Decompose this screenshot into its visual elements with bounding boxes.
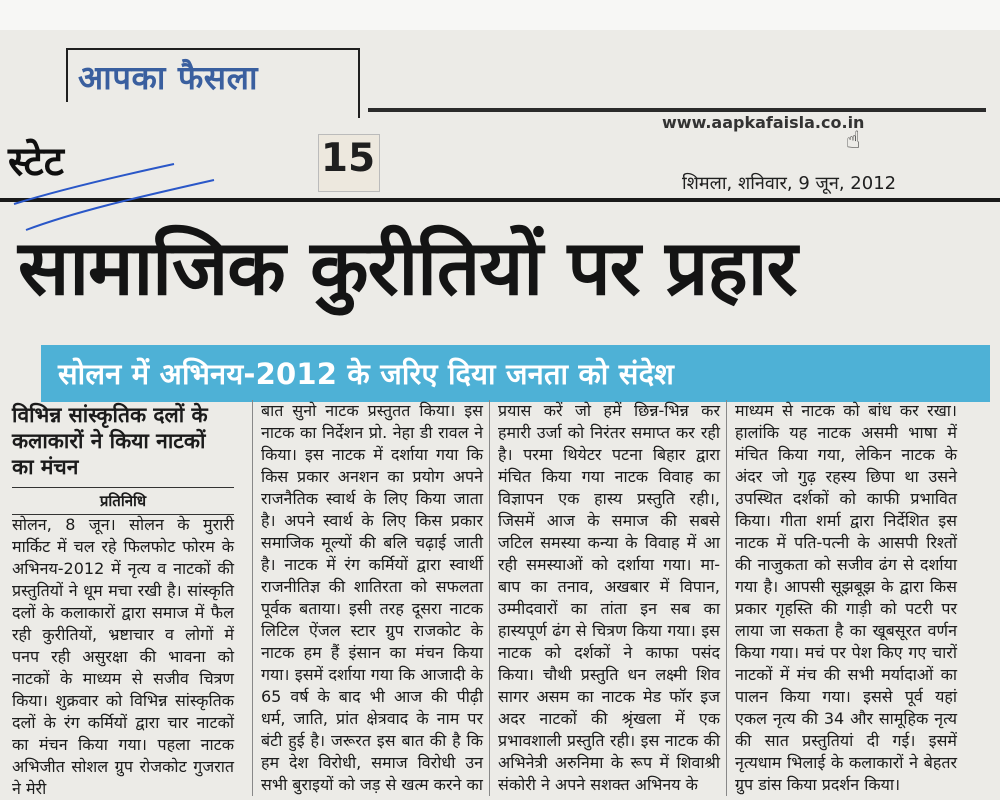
website-link[interactable]: www.aapkafaisla.co.in (662, 113, 865, 132)
intro-deck: विभिन्न सांस्कृतिक दलों के कलाकारों ने किया नाटकों का मंचन (12, 403, 208, 479)
column-text: प्रयास करें जो हमें छिन्न-भिन्न कर हमारी उर्जा को निरंतर समाप्त कर रही है। परमा थियेटर पटना बिहार द्वारा मंचित किया गया नाटक विवाह का विज्ञापन एक हास्य प्रस्तुति रही।, जिसमें आज के समाज की सबसे जटिल समस्या कन्या के विवाह में आ रही समस्याओं को दर्शाया गया। मा-बाप का तनाव, अखबार में विपान, उम्मीदवारों का तांता इन सब का हास्यपूर्ण ढंग से चित्रण किया गया। इस नाटक को दर्शकों ने काफा पसंद किया। चौथी प्रस्तुति धन लक्ष्मी शिव सागर असम का नाटक मेड फॉर इज अदर नाटकों की श्रृंखला में एक प्रभावशाली प्रस्तुति रही। इस नाटक की अभिनेत्री अरुनिमा के रूप में शिवाश्री संकोरी ने अपने सशक्त अभिनय के (498, 401, 720, 794)
brand-title: आपका फैसला (78, 58, 259, 97)
headline: सामाजिक कुरीतियों पर प्रहार (18, 223, 797, 312)
page-number: 15 (320, 136, 376, 181)
article-column-2 (252, 400, 483, 796)
column-text: बात सुनो नाटक प्रस्तुतत किया। इस नाटक का निर्देशन प्रो. नेहा डी रावल ने किया। इस नाटक में दर्शाया गया कि किस प्रकार अनशन का प्रयोग अपने राजनैतिक स्वार्थ के लिए किया जाता है। अपने स्वार्थ के लिए किस प्रकार समाजिक मूल्यों की बलि चढ़ाई जाती है। नाटक में रंग कर्मियों द्वारा स्वार्थी राजनीतिज्ञ की शातिरता को सफलता पूर्वक बताया। इसी तरह दूसरा नाटक लिटिल ऐंजल स्टार ग्रुप राजकोट के नाटक हम हैं इंसान का मंचन किया गया। इसमें दर्शाया गया कि आजादी के 65 वर्ष के बाद भी आज की पीढ़ी धर्म, जाति, प्रांत क्षेत्रवाद के नाम पर बंटी हुई है। जरूरत इस बात की है कि हम देश विरोधी, समाज विरोधी उन सभी बुराइयों को जड़ से खत्म करने का (261, 401, 483, 794)
dateline: शिमला, शनिवार, 9 जून, 2012 (682, 173, 897, 194)
masthead-rule (368, 108, 986, 112)
article-column-1 (12, 514, 234, 800)
hand-pointer-icon: ☝ (846, 126, 861, 154)
article-column-4 (726, 400, 957, 796)
byline: प्रतिनिधि (12, 487, 234, 515)
pen-scribble (4, 152, 304, 242)
column-text: सोलन, 8 जून। सोलन के मुरारी मार्किट में चल रहे फिलफोट फोरम के अभिनय-2012 में नृत्य व नाटकों की प्रस्तुतियों ने धूम मचा रखी है। सांस्कृति दलों के कलाकारों द्वारा समाज में फैल रही कुरीतियों, भ्रष्टाचार व लोगों में पनप रही असुरक्षा की भावना को नाटकों के माध्यम से सजीव चित्रण किया। शुक्रवार को विभिन्न सांस्कृतिक दलों के रंग कर्मियों द्वारा चार नाटकों का मंचन किया गया। पहला नाटक अभिजीत सोशल ग्रुप रोजकोट गुजरात ने मेरी (12, 515, 234, 798)
scan-edge (0, 0, 1000, 30)
column-text: माध्यम से नाटक को बांध कर रखा। हालांकि यह नाटक असमी भाषा में मंचित किया गया, लेकिन नाटक के अंदर जो गुढ़ रहस्य छिपा था उसने उपस्थित दर्शकों को काफी प्रभावित किया। गीता शर्मा द्वारा निर्देशित इस नाटक में पति-पत्नी के आसपी रिश्तों की नाजुकता को सजीव ढंग से दर्शाया गया है। आपसी सूझबूझ के द्वारा किस प्रकार गृहस्ति की गाड़ी को पटरी पर लाया जा सकता है का खूबसूरत वर्णन किया गया। मचं पर पेश किए गए चारों नाटकों में मंच की सभी मर्यादाओं का पालन किया गया। इससे पूर्व यहां एकल नृत्य की 34 और सामूहिक नृत्य की सात प्रस्तुतियां दी गई। इसमें नृत्यधाम भिलाई के कलाकारों ने बेहतर ग्रुप डांस किया प्रदर्शन किया। (735, 401, 957, 794)
subheadline: सोलन में अभिनय-2012 के जरिए दिया जनता को संदेश (58, 357, 675, 391)
section-label: स्टेट (8, 139, 64, 185)
article-column-3 (489, 400, 720, 796)
